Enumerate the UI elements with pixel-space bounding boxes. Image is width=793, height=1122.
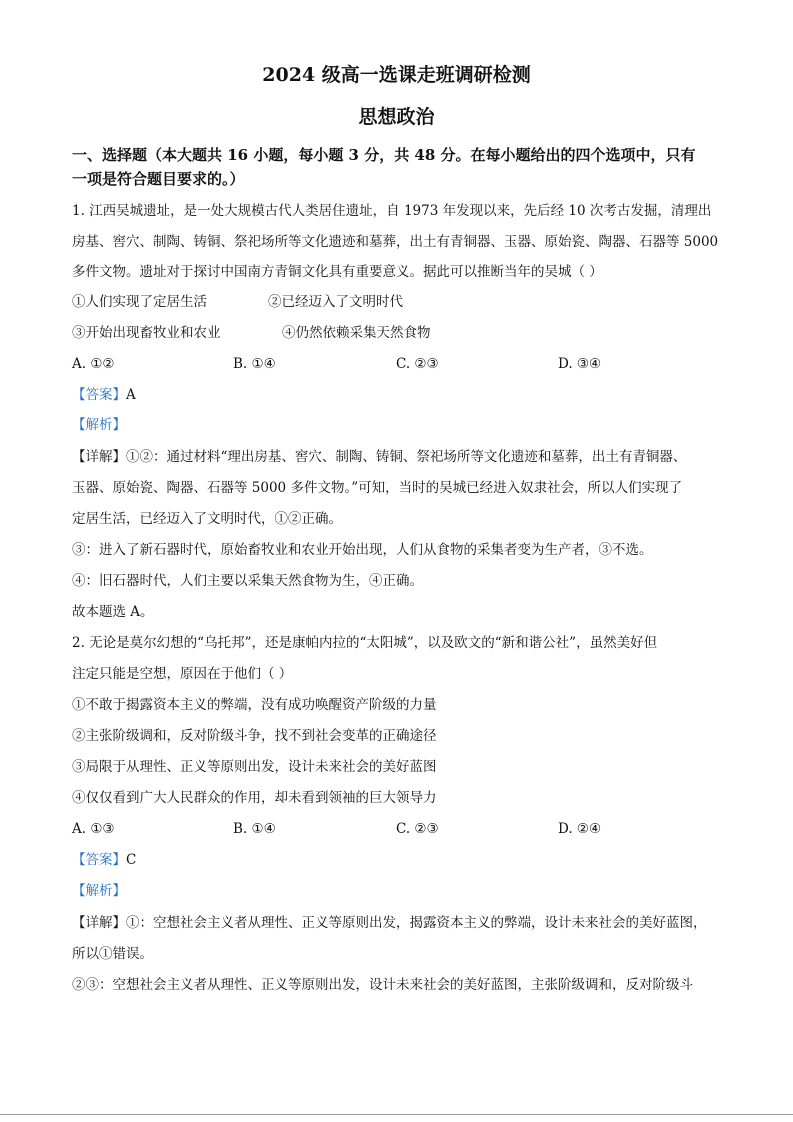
q1-statement-2: ②已经迈入了文明时代 bbox=[268, 294, 403, 310]
page-bottom-divider bbox=[0, 1114, 793, 1115]
q2-detail-line-3: ②③：空想社会主义者从理性、正义等原则出发，设计未来社会的美好蓝图，主张阶级调和，反对阶级斗 bbox=[72, 977, 693, 993]
q2-statement-4: ④仅仅看到广大人民群众的作用，却未看到领袖的巨大领导力 bbox=[72, 790, 437, 806]
q1-answer-tag: 【答案】 bbox=[72, 387, 126, 403]
q2-statement-2: ②主张阶级调和，反对阶级斗争，找不到社会变革的正确途径 bbox=[72, 728, 437, 744]
q2-detail-text-1: ①：空想社会主义者从理性、正义等原则出发，揭露资本主义的弊端，设计未来社会的美好蓝图， bbox=[126, 915, 707, 931]
q2-statement-3: ③局限于从理性、正义等原则出发，设计未来社会的美好蓝图 bbox=[72, 759, 437, 775]
q1-stem-line-1: 1. 江西吴城遗址，是一处大规模古代人类居住遗址，自 1973 年发现以来，先后经 10 次考古发掘，清理出 bbox=[72, 203, 712, 219]
q1-detail-text-1: ①②：通过材料“理出房基、窖穴、制陶、铸铜、祭祀场所等文化遗迹和墓葬，出土有青铜器、 bbox=[126, 449, 687, 465]
q1-detail-line-2: 玉器、原始瓷、陶器、石器等 5000 多件文物。”可知，当时的吴城已经进入奴隶社会，所以人们实现了 bbox=[72, 480, 683, 496]
q1-detail-line-5: ④：旧石器时代，人们主要以采集天然食物为生，④正确。 bbox=[72, 573, 423, 589]
q1-statement-1: ①人们实现了定居生活 bbox=[72, 294, 207, 310]
q1-detail-line-3: 定居生活，已经迈入了文明时代，①②正确。 bbox=[72, 511, 342, 527]
q1-answer bbox=[72, 386, 732, 404]
subject-title: 思想政治 bbox=[358, 106, 435, 128]
q2-detail-line-1 bbox=[72, 914, 732, 932]
section-heading-line-1: 一、选择题（本大题共 16 小题，每小题 3 分，共 48 分。在每小题给出的四个选项中，只有 bbox=[72, 146, 696, 164]
q1-stem-line-3: 多件文物。遗址对于探讨中国南方青铜文化具有重要意义。据此可以推断当年的吴城（ ） bbox=[72, 264, 603, 280]
q1-detail-line-4: ③：进入了新石器时代，原始畜牧业和农业开始出现，人们从食物的采集者变为生产者，③不选。 bbox=[72, 542, 653, 558]
q1-stem-line-2: 房基、窖穴、制陶、铸铜、祭祀场所等文化遗迹和墓葬，出土有青铜器、玉器、原始瓷、陶器、石器等 5000 bbox=[72, 234, 719, 250]
section-heading-line-2: 一项是符合题目要求的。） bbox=[72, 170, 245, 188]
q2-stem-line-1: 2. 无论是莫尔幻想的“乌托邦”，还是康帕内拉的“太阳城”，以及欧文的“新和谐公社”，虽然美好但 bbox=[72, 635, 658, 651]
q1-statement-4: ④仍然依赖采集天然食物 bbox=[282, 325, 431, 341]
q2-stem-line-2: 注定只能是空想，原因在于他们（ ） bbox=[72, 666, 293, 682]
q1-option-a: A. ①② bbox=[72, 356, 115, 372]
q1-detail-line-6: 故本题选 A。 bbox=[72, 604, 154, 620]
q1-analysis-tag: 【解析】 bbox=[72, 417, 126, 433]
q1-detail-tag: 【详解】 bbox=[72, 449, 126, 465]
q2-detail-line-2: 所以①错误。 bbox=[72, 946, 153, 962]
q1-statement-3: ③开始出现畜牧业和农业 bbox=[72, 325, 221, 341]
q2-answer-value: C bbox=[126, 852, 137, 868]
q2-option-a: A. ①③ bbox=[72, 821, 115, 837]
q2-statement-1: ①不敢于揭露资本主义的弊端，没有成功唤醒资产阶级的力量 bbox=[72, 697, 437, 713]
q1-option-d: D. ③④ bbox=[558, 356, 602, 372]
q1-option-b: B. ①④ bbox=[233, 356, 276, 372]
q2-option-c: C. ②③ bbox=[396, 821, 439, 837]
q2-detail-tag: 【详解】 bbox=[72, 915, 126, 931]
q1-option-c: C. ②③ bbox=[396, 356, 439, 372]
exam-title: 2024 级高一选课走班调研检测 bbox=[262, 64, 531, 86]
q2-answer bbox=[72, 851, 732, 869]
q1-detail-line-1 bbox=[72, 448, 732, 466]
q2-option-b: B. ①④ bbox=[233, 821, 276, 837]
q2-analysis-tag: 【解析】 bbox=[72, 883, 126, 899]
q2-answer-tag: 【答案】 bbox=[72, 852, 126, 868]
q2-option-d: D. ②④ bbox=[558, 821, 602, 837]
q1-answer-value: A bbox=[126, 387, 136, 403]
